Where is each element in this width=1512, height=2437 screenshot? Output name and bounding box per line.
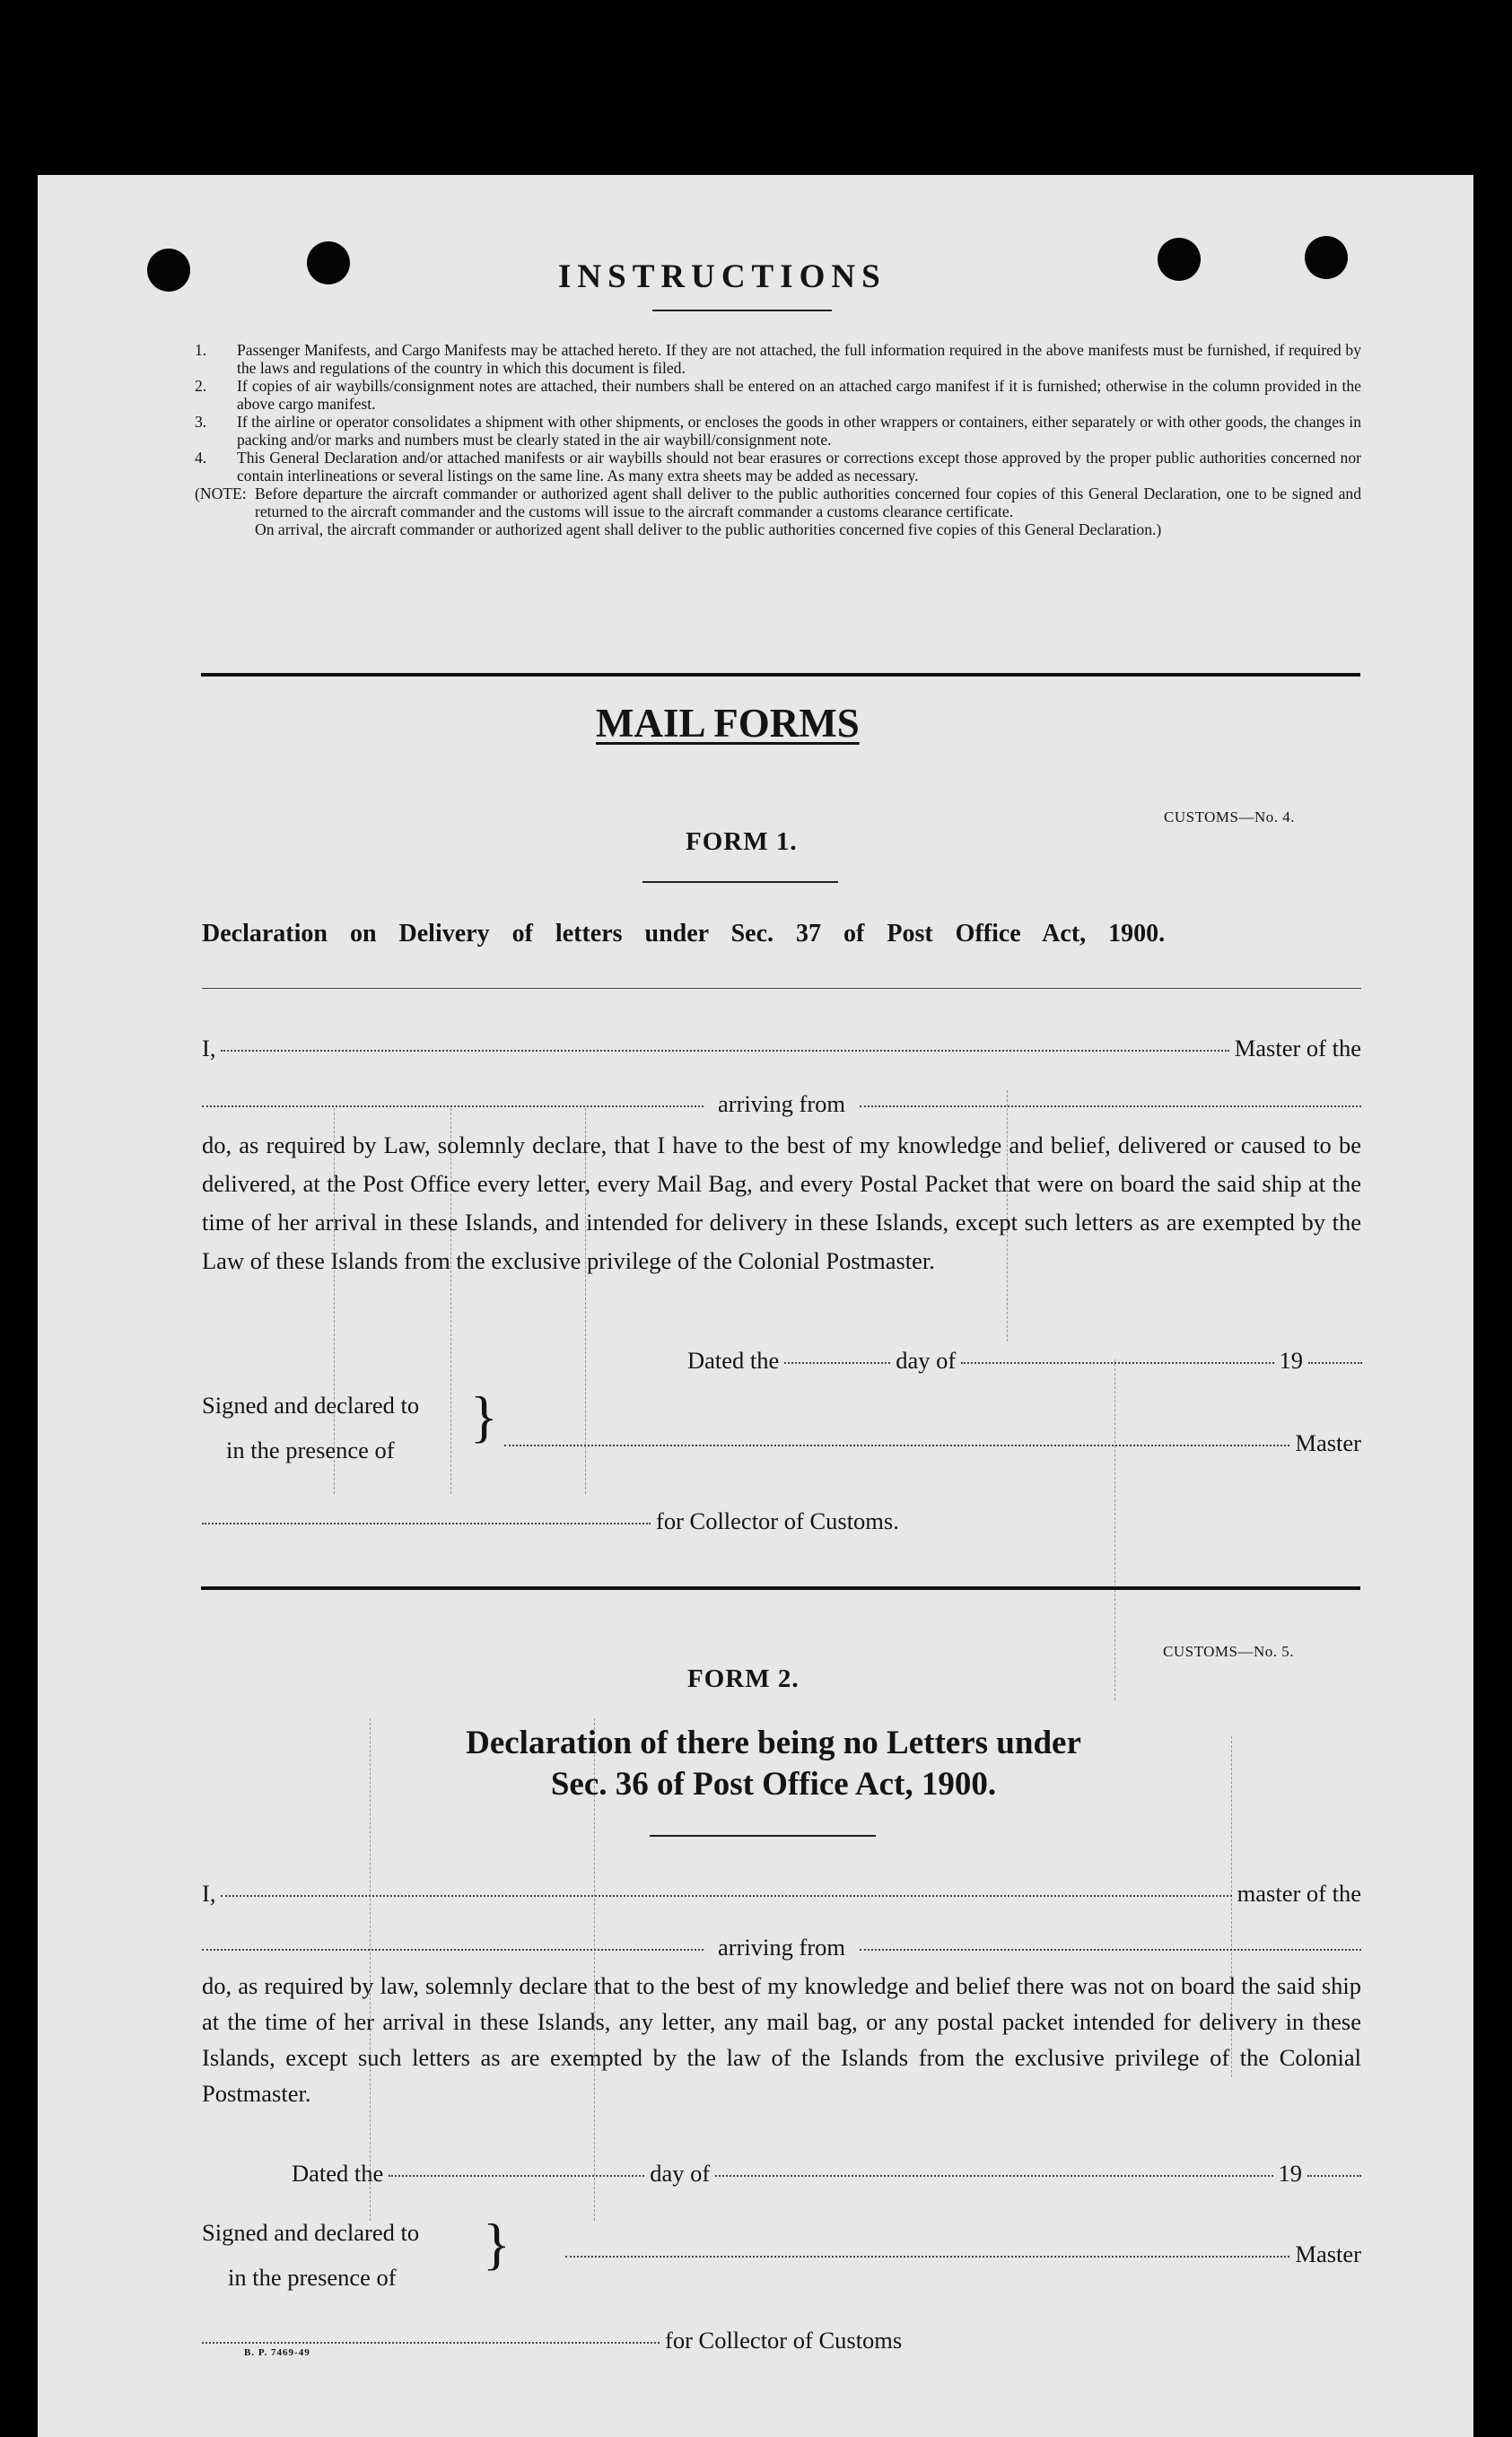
scan-mark (370, 1718, 371, 2221)
form2-declaration-line-2: Sec. 36 of Post Office Act, 1900. (550, 1766, 997, 1803)
form1-name-line (202, 1035, 1361, 1062)
form2-arriving-from: arriving from (717, 1934, 846, 1961)
form1-year-field[interactable] (1308, 1362, 1362, 1364)
form2-ship-name-field[interactable] (202, 1949, 704, 1951)
form1-collector-sign-field[interactable] (202, 1523, 651, 1524)
form1-collector: for Collector of Customs. (656, 1507, 899, 1534)
form1-declaration: Declaration on Delivery of letters under Sec. 37 of Post Office Act, 1900. (202, 920, 1166, 948)
form2-declaration (271, 1723, 1276, 1805)
instruction-number: 3. (195, 413, 207, 431)
note-text-arrival: On arrival, the aircraft commander or authorized agent shall deliver to the public authorities concerned five copies of this General Declaration.) (255, 520, 1162, 538)
form1-dated-line (687, 1347, 1362, 1375)
form2-name-line (202, 1880, 1361, 1908)
form2-master-line (565, 2240, 1361, 2268)
instructions-title-rule (652, 310, 832, 311)
form1-month-field[interactable] (961, 1362, 1273, 1364)
form2-year-prefix: 19 (1278, 2160, 1302, 2187)
form2-year-field[interactable] (1307, 2175, 1361, 2177)
instruction-text: If copies of air waybills/consignment notes are attached, their numbers shall be entered on an attached cargo manifest if it is furnished; otherwise in the column provided in the above cargo manifest. (237, 377, 1361, 413)
instruction-number: 2. (195, 377, 207, 395)
punch-hole-left-2 (307, 241, 350, 284)
section-divider (201, 673, 1360, 677)
form2-collector-line (202, 2327, 1009, 2354)
form2-dated-the: Dated the (292, 2160, 384, 2187)
instruction-number: 4. (195, 449, 207, 467)
form1-signed-label-1: Signed and declared to (202, 1392, 420, 1419)
instruction-text: If the airline or operator consolidates a shipment with other shipments, or encloses the goods in other wrappers or containers, either separately or with other goods, the changes in packing and/or marks and numbers must be clearly stated in the air waybill/consignment note. (237, 413, 1361, 449)
form2-name-field[interactable] (221, 1895, 1231, 1897)
form1-customs-ref: CUSTOMS—No. 4. (1164, 808, 1296, 825)
punch-hole-right-1 (1158, 238, 1201, 281)
form2-master: Master (1295, 2240, 1361, 2267)
form2-collector: for Collector of Customs (665, 2327, 903, 2354)
form1-body: do, as required by Law, solemnly declare, that I have to the best of my knowledge and belief, delivered or caused to be delivered, at the Post Office every letter, every Mail Bag, and every Postal Packet that were on board the said ship at the time of her arrival in these Islands, and intended for delivery in these Islands, except such letters as are exempted by the Law of these Islands from the exclusive privilege of the Colonial Postmaster. (202, 1131, 1361, 1274)
form1-name-field[interactable] (221, 1050, 1228, 1052)
punch-hole-left-1 (147, 249, 190, 292)
form2-collector-sign-field[interactable] (202, 2342, 660, 2344)
form1-ship-name-field[interactable] (202, 1105, 704, 1107)
form1-master-line (504, 1429, 1361, 1457)
form1-day-of: day of (896, 1347, 957, 1374)
form1-master-sign-field[interactable] (504, 1445, 1289, 1446)
form1-signed-label-2: in the presence of (226, 1437, 395, 1463)
form1-i-label: I, (202, 1035, 216, 1061)
form1-collector-line (202, 1507, 1009, 1535)
form2-master-sign-field[interactable] (565, 2256, 1289, 2258)
form2-declaration-line-1: Declaration of there being no Letters under (466, 1725, 1081, 1761)
instructions-list (195, 341, 1361, 538)
instruction-text: This General Declaration and/or attached manifests or air waybills should not bear erasures or corrections except those approved by the proper public authorities concerned nor contain interlineations or several listings on the same line. As many extra sheets may be added as necessary. (237, 449, 1361, 485)
form1-declaration-rule (202, 988, 1361, 989)
form2-month-field[interactable] (715, 2175, 1272, 2177)
form2-heading: FORM 2. (687, 1664, 800, 1693)
scan-mark (334, 1108, 335, 1494)
instruction-item (195, 341, 1361, 377)
form1-dated-the: Dated the (687, 1347, 780, 1374)
form2-brace: } (483, 2212, 511, 2275)
scan-mark (585, 1108, 586, 1494)
note-prefix: (NOTE: (195, 485, 247, 502)
form1-ship-line (202, 1090, 1361, 1118)
scan-mark (1231, 1736, 1232, 2077)
instruction-item (195, 413, 1361, 449)
form2-day-field[interactable] (389, 2175, 644, 2177)
instruction-number: 1. (195, 341, 207, 359)
form1-day-field[interactable] (784, 1362, 890, 1364)
form1-master-of-the: Master of the (1234, 1035, 1361, 1061)
form2-arriving-from-field[interactable] (860, 1949, 1361, 1951)
mail-forms-title: MAIL FORMS (596, 701, 860, 746)
scan-mark (1114, 1359, 1115, 1700)
print-code: B. P. 7469-49 (244, 2347, 310, 2358)
scan-mark (450, 1108, 451, 1494)
form1-master: Master (1295, 1429, 1361, 1456)
form2-signed-label-1: Signed and declared to (202, 2219, 420, 2246)
note-text-departure: Before departure the aircraft commander or authorized agent shall deliver to the public authorities concerned four copies of this General Declaration, one to be signed and returned to the aircraft commander and the customs will issue to the aircraft commander a customs clearance certificate. (255, 485, 1361, 520)
form2-master-of-the: master of the (1237, 1880, 1361, 1907)
form1-arriving-from-field[interactable] (860, 1105, 1361, 1107)
scan-mark (1007, 1090, 1008, 1341)
form2-body: do, as required by law, solemnly declare that to the best of my knowledge and belief there was not on board the said ship at the time of her arrival in these Islands, any letter, any mail bag, or any postal packet intended for delivery in these Islands, except such letters as are exempted by the law of the Islands from the exclusive privilege of the Colonial Postmaster. (202, 1972, 1361, 2107)
instruction-text: Passenger Manifests, and Cargo Manifests may be attached hereto. If they are not attached, the full information required in the above manifests must be furnished, if required by the laws and regulations of the country in which this document is filed. (237, 341, 1361, 377)
form2-dated-line (292, 2160, 1361, 2188)
instructions-title: INSTRUCTIONS (558, 258, 887, 295)
form2-signed-label-2: in the presence of (228, 2264, 397, 2291)
punch-hole-right-2 (1305, 236, 1348, 279)
form2-day-of: day of (650, 2160, 711, 2187)
form2-customs-ref: CUSTOMS—No. 5. (1163, 1643, 1295, 1660)
form-divider (201, 1586, 1360, 1590)
form1-brace: } (470, 1384, 498, 1448)
instruction-item (195, 449, 1361, 485)
instruction-note (195, 485, 1361, 538)
form2-declaration-rule (650, 1835, 876, 1837)
form1-arriving-from: arriving from (717, 1090, 846, 1117)
form1-year-prefix: 19 (1279, 1347, 1303, 1374)
form2-i-label: I, (202, 1880, 216, 1907)
document-page (38, 175, 1473, 2437)
instruction-item (195, 377, 1361, 413)
scan-mark (594, 1718, 595, 2221)
form2-ship-line (202, 1934, 1361, 1961)
form1-heading-rule (642, 881, 838, 883)
form1-heading: FORM 1. (686, 827, 798, 856)
